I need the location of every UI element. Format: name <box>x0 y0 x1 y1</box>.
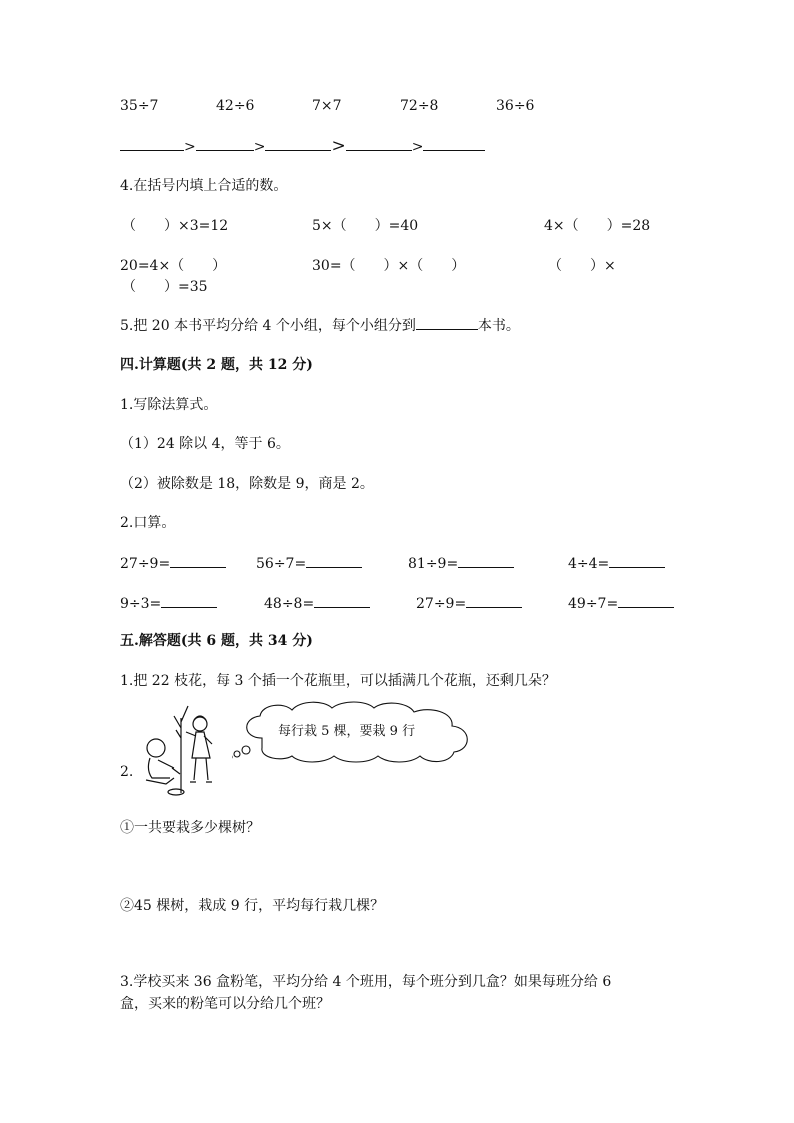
oral-item: 4÷4= <box>568 553 665 574</box>
oral-item: 9÷3= <box>120 593 217 614</box>
q4-item: 20=4×（ ） <box>120 258 227 274</box>
oral-answer-blank[interactable] <box>306 553 362 568</box>
question-item: （1）24 除以 4，等于 6。 <box>120 436 290 452</box>
oral-item: 56÷7= <box>256 553 362 574</box>
division-expr-1: 35÷7 <box>120 98 159 114</box>
oral-item: 27÷9= <box>416 593 522 614</box>
q4-title: 4.在括号内填上合适的数。 <box>120 178 288 194</box>
question-item: ①一共要栽多少棵树？ <box>120 820 260 836</box>
section-title: 五.解答题(共 6 题，共 34 分) <box>120 633 313 649</box>
oral-item: 49÷7= <box>568 593 674 614</box>
division-expr-5: 36÷6 <box>496 98 535 114</box>
oral-answer-blank[interactable] <box>161 593 217 608</box>
q4-item: 30=（ ）×（ ） <box>312 258 466 274</box>
compare-symbol: > <box>253 139 266 155</box>
q4-item: 4×（ ）=28 <box>544 218 651 234</box>
division-expr-2: 42÷6 <box>216 98 255 114</box>
question-title: 2.口算。 <box>120 515 176 531</box>
section-title: 四.计算题(共 2 题，共 12 分) <box>120 357 313 373</box>
question-item: （2）被除数是 18，除数是 9，商是 2。 <box>120 476 374 492</box>
division-expr-3: 7×7 <box>312 98 342 114</box>
compare-blank-2[interactable] <box>196 136 254 151</box>
compare-blank-5[interactable] <box>423 136 485 151</box>
compare-blank-4[interactable] <box>346 136 412 151</box>
q5-text: 5.把 20 本书平均分给 4 个小组，每个小组分到 <box>120 318 416 334</box>
q5-text-end: 本书。 <box>477 318 520 334</box>
oral-answer-blank[interactable] <box>618 593 674 608</box>
oral-item: 81÷9= <box>408 553 514 574</box>
question-item: 3.学校买来 36 盒粉笔，平均分给 4 个班用，每个班分到几盒？如果每班分给 6 <box>120 974 612 990</box>
q4-item: （ ）=35 <box>122 279 208 295</box>
oral-answer-blank[interactable] <box>609 553 665 568</box>
compare-symbol: > <box>331 136 346 156</box>
question-number: 2. <box>120 764 134 780</box>
compare-blank-1[interactable] <box>120 136 184 151</box>
q4-item: 5×（ ）=40 <box>312 218 419 234</box>
oral-item: 27÷9= <box>120 553 226 574</box>
oral-answer-blank[interactable] <box>466 593 522 608</box>
question-title: 1.写除法算式。 <box>120 397 218 413</box>
compare-row <box>120 136 485 157</box>
question-item: 1.把 22 枝花，每 3 个插一个花瓶里，可以插满几个花瓶，还剩几朵？ <box>120 673 556 689</box>
question-item: 盒，买来的粉笔可以分给几个班？ <box>120 996 330 1012</box>
q5-answer-blank[interactable] <box>416 315 478 330</box>
compare-symbol: > <box>411 139 424 155</box>
q5 <box>120 315 520 336</box>
oral-item: 48÷8= <box>264 593 370 614</box>
q4-item: （ ）×3=12 <box>122 218 229 234</box>
compare-blank-3[interactable] <box>265 136 331 151</box>
oral-answer-blank[interactable] <box>458 553 514 568</box>
division-expr-4: 72÷8 <box>400 98 439 114</box>
oral-answer-blank[interactable] <box>170 553 226 568</box>
kids-planting-tree-illustration <box>136 698 236 798</box>
compare-symbol: > <box>184 139 196 155</box>
cloud-text: 每行栽 5 棵，要栽 9 行 <box>278 724 416 739</box>
question-item: ②45 棵树，栽成 9 行，平均每行栽几棵？ <box>120 898 385 914</box>
oral-answer-blank[interactable] <box>314 593 370 608</box>
q4-item: （ ）× <box>548 258 616 274</box>
